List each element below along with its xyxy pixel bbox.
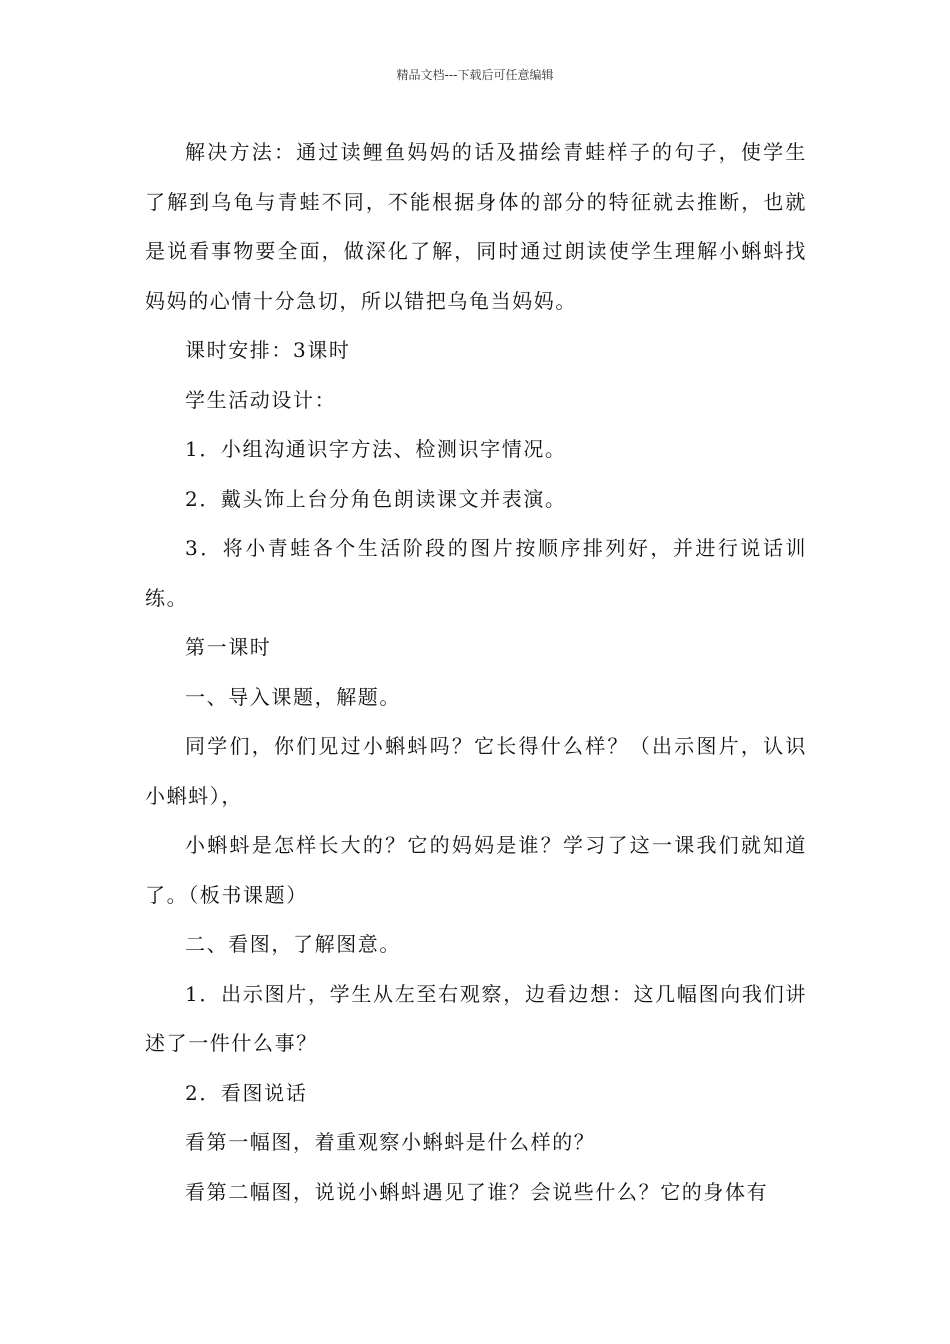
paragraph-picture-talk: 2．看图说话 <box>185 1080 308 1105</box>
paragraph-activity-3: 3．将小青蛙各个生活阶段的图片按顺序排列好，并进行说话训练。 <box>145 536 807 610</box>
paragraph-show-pictures: 1．出示图片，学生从左至右观察，边看边想：这几幅图向我们讲述了一件什么事？ <box>145 981 807 1055</box>
paragraph-first-lesson-heading: 第一课时 <box>185 635 272 659</box>
paragraph-section-two-heading: 二、看图，了解图意。 <box>185 932 401 956</box>
paragraph-activity-design-heading: 学生活动设计： <box>185 387 337 412</box>
page-header: 精品文档---下载后可任意编辑 <box>396 68 554 82</box>
paragraph-section-one-heading: 一、导入课题，解题。 <box>185 684 401 709</box>
paragraph-second-picture: 看第二幅图，说说小蝌蚪遇见了谁？会说些什么？它的身体有 <box>185 1179 769 1204</box>
paragraph-first-picture: 看第一幅图，着重观察小蝌蚪是什么样的？ <box>185 1130 596 1154</box>
paragraph-solution-method: 解决方法：通过读鲤鱼妈妈的话及描绘青蛙样子的句子，使学生了解到乌龟与青蛙不同，不能根据身体的部分的特征就去推断，也就是说看事物要全面，做深化了解，同时通过朗读使学生理解小蝌蚪找妈妈的心情十分急切，所以错把乌龟当妈妈。 <box>145 140 807 313</box>
paragraph-intro-question: 同学们，你们见过小蝌蚪吗？它长得什么样？（出示图片，认识小蝌蚪）， <box>145 734 807 808</box>
paragraph-activity-2: 2．戴头饰上台分角色朗读课文并表演。 <box>185 486 567 511</box>
paragraph-lesson-schedule: 课时安排：3课时 <box>185 338 351 362</box>
paragraph-intro-board: 小蝌蚪是怎样长大的？它的妈妈是谁？学习了这一课我们就知道了。（板书课题） <box>145 833 807 907</box>
document-body <box>145 128 807 1217</box>
paragraph-activity-1: 1．小组沟通识字方法、检测识字情况。 <box>185 437 567 461</box>
